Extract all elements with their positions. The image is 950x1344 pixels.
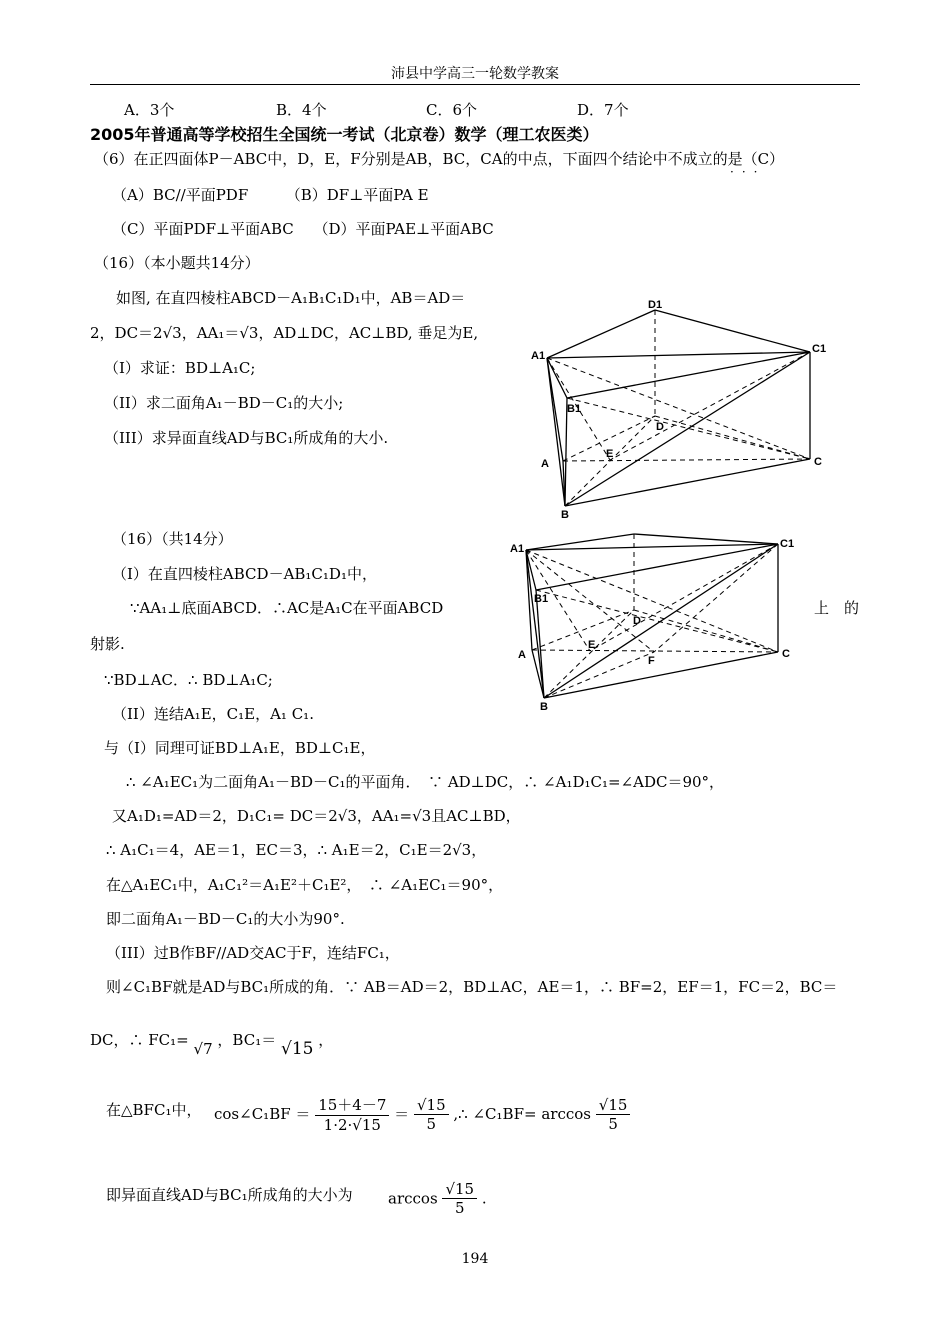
label-a: A xyxy=(518,649,526,661)
sol-2-line-5: ∴ A₁C₁＝4，AE＝1，EC＝3，∴ A₁E＝2，C₁E＝2√3， xyxy=(106,841,487,859)
page-header: 沛县中学高三一轮数学教案 xyxy=(391,66,559,82)
sol-3-line-2: 则∠C₁BF就是AD与BC₁所成的角．∵ AB＝AD＝2，BD⊥AC，AE＝1，∴ BF=2，EF＝1，FC＝2，BC＝ xyxy=(106,978,838,996)
header-rule xyxy=(90,84,860,85)
sol-1-line-1: （I）在直四棱柱ABCD－AB₁C₁D₁中， xyxy=(112,565,377,583)
sol-1-line-4: ∵BD⊥AC．∴ BD⊥A₁C; xyxy=(104,671,273,689)
label-a1: A1 xyxy=(510,543,525,555)
final-answer: arccos $\frac{√15}{5}$ . xyxy=(388,1180,487,1217)
label-d1: D1 xyxy=(648,299,663,311)
q6-options-ab: （A）BC//平面PDF （B）DF⊥平面PA E xyxy=(112,186,429,204)
label-a: A xyxy=(541,458,549,470)
label-b: B xyxy=(561,509,569,521)
cos-fraction: $\frac{15+4-7}{1\cdot 2\cdot√15}$ xyxy=(315,1094,389,1134)
choice-a: A．3个 xyxy=(124,101,175,119)
label-c: C xyxy=(782,648,790,660)
comma: ， xyxy=(318,1031,334,1049)
label-c: C xyxy=(814,456,822,468)
conclusion-label: 即异面直线AD与BC₁所成角的大小为 xyxy=(106,1186,353,1204)
fc1-text: DC，∴ FC₁= xyxy=(90,1031,189,1049)
label-b1: B1 xyxy=(534,593,549,605)
label-e: E xyxy=(606,448,614,460)
prism-figure-2 xyxy=(510,530,800,715)
choice-b: B．4个 xyxy=(276,101,327,119)
sol-2-line-4: 又A₁D₁=AD＝2，D₁C₁= DC＝2√3，AA₁=√3且AC⊥BD， xyxy=(112,807,521,825)
fc1-value: √7 xyxy=(193,1040,213,1058)
label-f: F xyxy=(648,655,655,667)
sol-1-line-2: ∵AA₁⊥底面ABCD．∴AC是A₁C在平面ABCD xyxy=(130,599,444,617)
sol-heading: （16）（共14分） xyxy=(112,530,233,548)
label-e: E xyxy=(588,639,596,651)
label-d: D xyxy=(633,615,641,627)
q16-part-1: （I）求证：BD⊥A₁C; xyxy=(104,359,256,377)
sol-1-line-2-end: 上 的 xyxy=(814,599,860,617)
label-d: D xyxy=(656,421,664,433)
sol-2-line-2: 与（I）同理可证BD⊥A₁E，BD⊥C₁E， xyxy=(104,739,376,757)
sol-3-line-1: （III）过B作BF//AD交AC于F，连结FC₁， xyxy=(106,944,400,962)
q16-part-2: （II）求二面角A₁－BD－C₁的大小; xyxy=(104,394,344,412)
sol-2-line-3: ∴ ∠A₁EC₁为二面角A₁－BD－C₁的平面角． ∵ AD⊥DC，∴ ∠A₁D₁C₁=∠ADC＝90°， xyxy=(126,773,725,791)
sol-3-line-3 xyxy=(90,1030,334,1059)
q16-heading: （16）（本小题共14分） xyxy=(94,254,260,272)
choice-d: D．7个 xyxy=(577,101,629,119)
sol-2-line-1: （II）连结A₁E，C₁E，A₁ C₁. xyxy=(112,705,314,723)
label-a1: A1 xyxy=(531,350,546,362)
label-c1: C1 xyxy=(812,343,827,355)
arccos-fraction: $\frac{√15}{5}$ xyxy=(596,1096,631,1133)
prism-figure-1 xyxy=(525,296,845,522)
triangle-label: 在△BFC₁中， xyxy=(106,1101,202,1119)
label-c1: C1 xyxy=(780,538,795,550)
q6-options-cd: （C）平面PDF⊥平面ABC （D）平面PAE⊥平面ABC xyxy=(112,220,494,238)
q6-stem: （6）在正四面体P－ABC中，D，E，F分别是AB，BC，CA的中点，下面四个结论中不成立的是（C） xyxy=(94,150,785,168)
label-b1: B1 xyxy=(567,403,582,415)
sol-2-line-7: 即二面角A₁－BD－C₁的大小为90°. xyxy=(106,910,345,928)
label-b: B xyxy=(540,701,548,713)
final-fraction: $\frac{√15}{5}$ xyxy=(442,1180,477,1217)
choice-c: C．6个 xyxy=(426,101,478,119)
q16-stem-1: 如图, 在直四棱柱ABCD－A₁B₁C₁D₁中，AB＝AD＝ xyxy=(116,289,466,307)
sol-1-line-3: 射影. xyxy=(90,635,125,653)
result-fraction: $\frac{√15}{5}$ xyxy=(414,1096,449,1133)
emphasis-dots: ··· xyxy=(730,165,766,179)
sol-2-line-6: 在△A₁EC₁中，A₁C₁²＝A₁E²＋C₁E²， ∴ ∠A₁EC₁＝90°， xyxy=(106,876,504,894)
q16-part-3: （III）求异面直线AD与BC₁所成角的大小. xyxy=(104,429,389,447)
q16-stem-2: 2，DC＝2√3，AA₁＝√3，AD⊥DC，AC⊥BD, 垂足为E, xyxy=(90,324,479,342)
bc1-text: ，BC₁＝ xyxy=(217,1031,277,1049)
cosine-formula: cos∠C₁BF ＝ $\frac{15+4-7}{1\cdot 2\cdot√15}$ ＝ $\frac{√15}{5}$ ,∴ ∠C₁BF= arccos $\frac{√15}{5}$ xyxy=(214,1094,630,1134)
section-title: 2005年普通高等学校招生全国统一考试（北京卷）数学（理工农医类） xyxy=(90,125,599,144)
page-number: 194 xyxy=(461,1251,489,1267)
bc1-value: √15 xyxy=(281,1039,314,1059)
cos-expr: cos∠C₁BF xyxy=(214,1105,291,1123)
